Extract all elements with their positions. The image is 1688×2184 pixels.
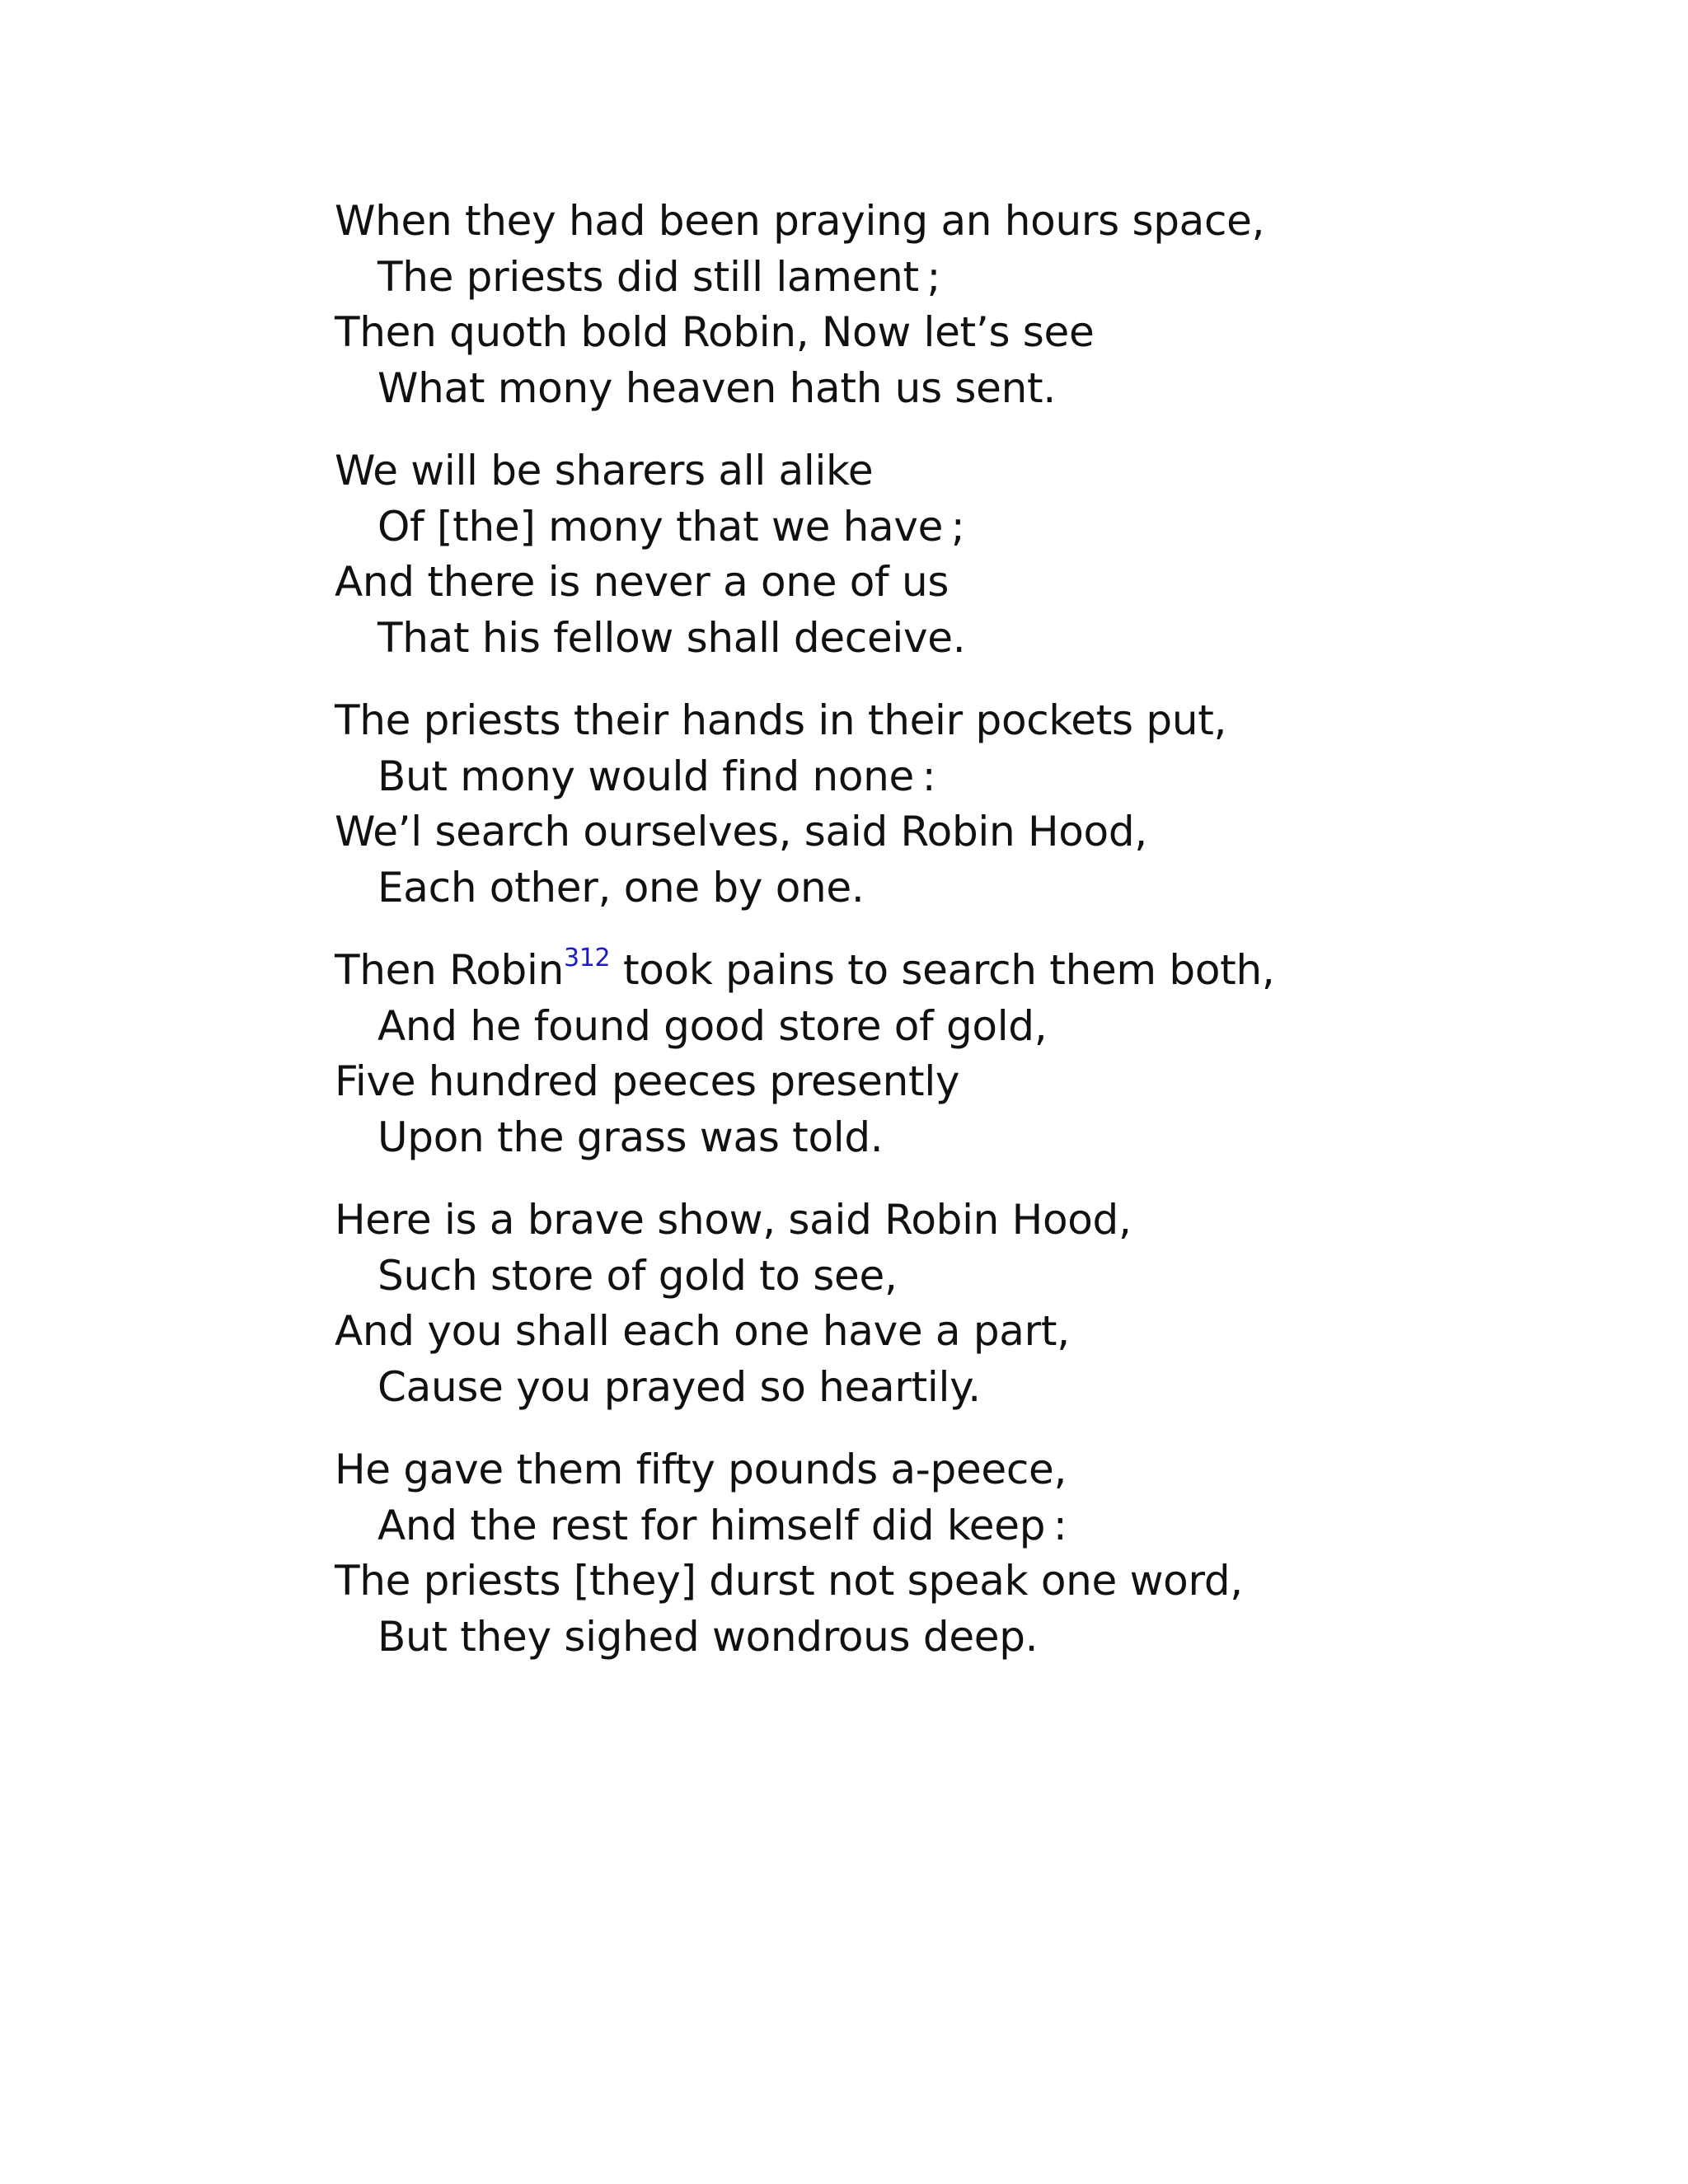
- verse-line: Here is a brave show, said Robin Hood,: [335, 1196, 1132, 1244]
- verse-line: And you shall each one have a part,: [335, 1307, 1070, 1355]
- stanza-2: [335, 443, 1489, 666]
- stanza-1: [335, 194, 1489, 416]
- verse-line: But mony would find none :: [377, 752, 936, 800]
- verse-line: Then quoth bold Robin, Now let’s see: [335, 308, 1095, 356]
- verse-line: We’l search ourselves, said Robin Hood,: [335, 808, 1147, 855]
- verse-line: Such store of gold to see,: [377, 1251, 898, 1300]
- verse-line: And the rest for himself did keep :: [377, 1501, 1067, 1549]
- verse-line: Each other, one by one.: [377, 863, 865, 912]
- verse-line: Five hundred peeces presently: [335, 1057, 960, 1105]
- verse-line: The priests their hands in their pockets put,: [335, 696, 1227, 744]
- stanza-5: [335, 1193, 1489, 1415]
- verse-line: And he found good store of gold,: [377, 1001, 1048, 1050]
- poem-page: [335, 194, 1489, 1692]
- verse-line: Upon the grass was told.: [377, 1113, 884, 1161]
- verse-line: The priests did still lament ;: [377, 252, 941, 301]
- verse-line: And there is never a one of us: [335, 558, 950, 606]
- verse-line: What mony heaven hath us sent.: [377, 363, 1056, 412]
- verse-line: Of [the] mony that we have ;: [377, 502, 965, 551]
- verse-line-with-footnote: [335, 943, 1489, 999]
- verse-text: took pains to search them both,: [610, 946, 1275, 994]
- stanza-3: [335, 693, 1489, 916]
- footnote-link[interactable]: 312: [563, 944, 611, 972]
- verse-line: He gave them fifty pounds a-peece,: [335, 1446, 1067, 1493]
- verse-line: We will be sharers all alike: [335, 447, 874, 494]
- verse-line: That his fellow shall deceive.: [377, 613, 966, 662]
- verse-text: Then Robin: [335, 946, 564, 994]
- stanza-4: [335, 943, 1489, 1165]
- verse-line: Cause you prayed so heartily.: [377, 1362, 981, 1411]
- verse-line: The priests [they] durst not speak one word,: [335, 1557, 1243, 1605]
- verse-line: But they sighed wondrous deep.: [377, 1612, 1039, 1661]
- verse-line: When they had been praying an hours space,: [335, 197, 1265, 245]
- stanza-6: [335, 1442, 1489, 1665]
